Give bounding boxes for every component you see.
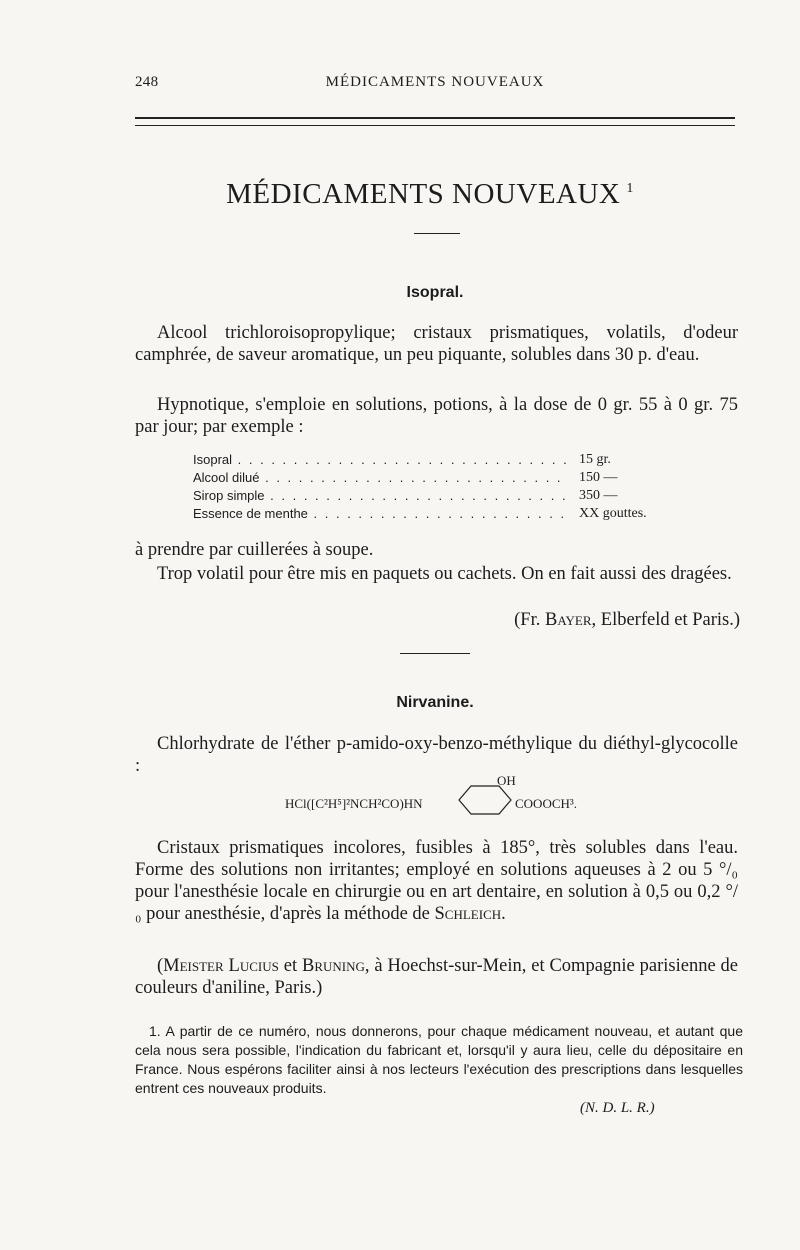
footnote-signature: (N. D. L. R.) [580, 1100, 655, 1116]
nirvanine-properties: Cristaux prismatiques incolores, fusibles à 185°, très solubles dans l'eau. Forme des solutions non irritantes; employé en solutions aqueuses à 2 ou 5 °/₀ pour l'anesthésie locale en chirurgie ou en art dentaire, en solution à 0,5 ou 0,2 °/₀ pour anesthésie, d'après la méthode de Schleich. [135, 838, 738, 924]
isopral-dosage-note: à prendre par cuillerées à soupe. [135, 540, 374, 560]
nirvanine-source: (Meister Lucius et Bruning, à Hoechst-sur-Mein, et Compagnie parisienne de couleurs d'aniline, Paris.) [135, 956, 739, 998]
isopral-form-note: Trop volatil pour être mis en paquets ou cachets. On en fait aussi des dragées. [157, 564, 732, 584]
formula-oh: OH [497, 773, 516, 788]
benzene-ring-icon [457, 783, 513, 817]
page-number: 248 [135, 74, 159, 90]
section-heading-nirvanine: Nirvanine. [396, 694, 474, 711]
header-double-rule [135, 117, 735, 126]
recipe-row: Alcool dilué . . . 150 — [193, 470, 653, 488]
recipe-row: Sirop simple . . . 350 — [193, 488, 653, 506]
footnote-mark: 1 [626, 181, 634, 197]
section-heading-isopral: Isopral. [406, 284, 464, 301]
running-head [135, 74, 735, 96]
recipe-row: Isopral . . . 15 gr. [193, 452, 653, 470]
nirvanine-formula [285, 773, 705, 823]
section-divider [400, 653, 470, 654]
title-divider [414, 233, 460, 234]
isopral-usage: Hypnotique, s'emploie en solutions, potions, à la dose de 0 gr. 55 à 0 gr. 75 par jour; par exemple : [135, 395, 738, 437]
footnote: 1. A partir de ce numéro, nous donnerons, pour chaque médicament nouveau, et autant que cela nous sera possible, l'indication du fabricant et, lorsqu'il y aura lieu, celle du dépositaire en France. Nous espérons faciliter ainsi à nos lecteurs l'exécution des prescriptions dans lesquelles entrent ces nouveaux produits. [135, 1023, 743, 1096]
nirvanine-definition: Chlorhydrate de l'éther p-amido-oxy-benzo-méthylique du diéthyl-glycocolle : [135, 734, 738, 776]
isopral-source: (Fr. Bayer, Elberfeld et Paris.) [514, 610, 740, 630]
main-title [0, 178, 800, 211]
isopral-description: Alcool trichloroisopropylique; cristaux prismatiques, volatils, d'odeur camphrée, de saveur aromatique, un peu piquante, solubles dans 30 p. d'eau. [135, 323, 738, 365]
recipe-row: Essence de menthe . . . XX gouttes. [193, 506, 653, 524]
running-title: MÉDICAMENTS NOUVEAUX [325, 74, 545, 90]
formula-left-part: HCl([C²H⁵]²NCH²CO)HN [285, 796, 423, 811]
formula-right-part: COOOCH³. [515, 796, 578, 811]
main-title-text: MÉDICAMENTS NOUVEAUX [226, 178, 621, 210]
isopral-recipe [193, 452, 653, 524]
